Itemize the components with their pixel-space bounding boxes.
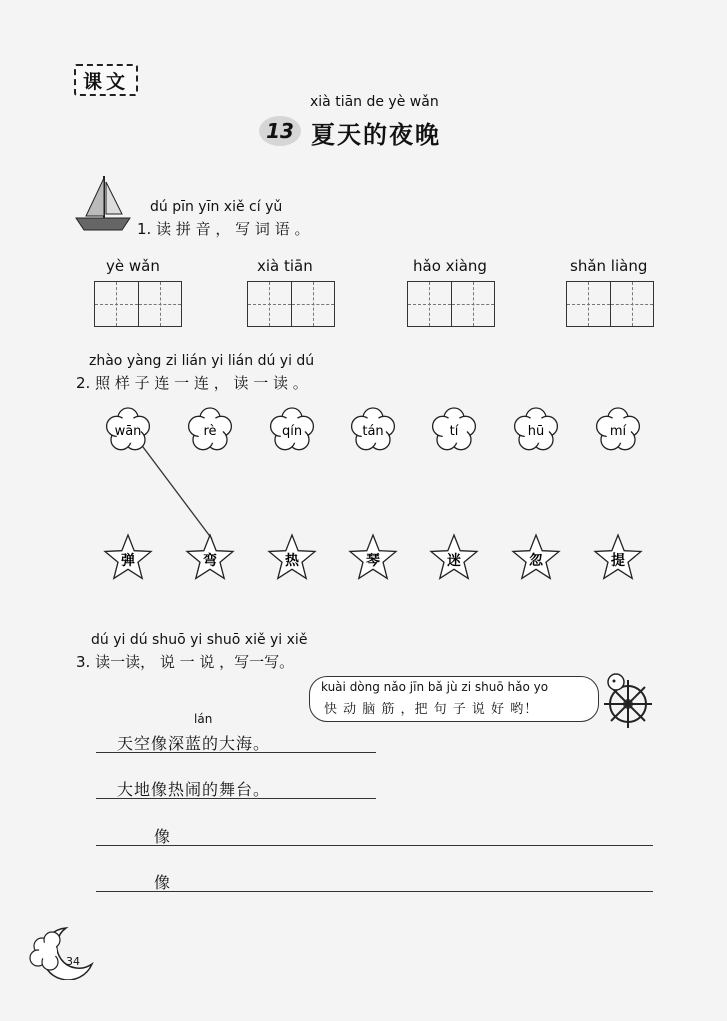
q3-prompt: 3. 读一读， 说 一 说 ，写一写。 <box>76 653 295 671</box>
answer-line-4[interactable] <box>96 891 653 892</box>
q1-prompt: 1. 读 拼 音 ， 写 词 语 。 <box>137 220 310 238</box>
ship-wheel-character-icon <box>598 668 658 728</box>
title-pinyin: xià tiān de yè wǎn <box>310 94 439 110</box>
q3-pinyin: dú yi dú shuō yi shuō xiě yi xiě <box>91 632 308 648</box>
example-sentence-2: 大地像热闹的舞台。 <box>117 780 271 799</box>
answer-line-3[interactable] <box>96 845 653 846</box>
flower-3[interactable] <box>271 408 314 450</box>
lesson-number: 13 <box>259 116 301 146</box>
sailboat-icon <box>74 172 132 234</box>
q2-prompt: 2. 照 样 子 连 一 连 ， 读 一 读 。 <box>76 374 308 392</box>
writing-grid-4[interactable] <box>566 281 654 327</box>
flower-6[interactable] <box>515 408 558 450</box>
bubble-pinyin: kuài dòng nǎo jīn bǎ jù zi shuō hǎo yo <box>321 680 549 694</box>
answer-line-1 <box>96 752 376 753</box>
flower-2[interactable] <box>189 408 232 450</box>
example-sentence-1: 天空像深蓝的大海。 <box>117 734 271 753</box>
flower-label: qín <box>281 424 303 439</box>
writing-grid-2[interactable] <box>247 281 335 327</box>
star-label: 琴 <box>366 553 380 569</box>
blank-sentence-1-char: 像 <box>154 827 172 846</box>
flower-label: tí <box>449 424 459 439</box>
star-5[interactable] <box>431 535 477 578</box>
blank-sentence-2-char: 像 <box>154 873 172 892</box>
flower-label: hū <box>527 424 545 439</box>
answer-line-2 <box>96 798 376 799</box>
flower-5[interactable] <box>433 408 476 450</box>
star-label: 弯 <box>203 553 217 569</box>
q1-pinyin: dú pīn yīn xiě cí yǔ <box>150 199 283 215</box>
star-1[interactable] <box>105 535 151 578</box>
star-7[interactable] <box>595 535 641 578</box>
star-label: 提 <box>611 553 625 569</box>
flower-4[interactable] <box>352 408 395 450</box>
star-3[interactable] <box>269 535 315 578</box>
star-label: 忽 <box>529 553 543 569</box>
star-6[interactable] <box>513 535 559 578</box>
star-label: 迷 <box>447 553 461 569</box>
star-2[interactable] <box>187 535 233 578</box>
word-pinyin-1: yè wǎn <box>106 257 160 275</box>
lesson-type-badge: 课文 <box>74 64 138 96</box>
word-pinyin-4: shǎn liàng <box>570 257 648 275</box>
page-number: 34 <box>66 955 80 968</box>
lan-annotation: lán <box>194 712 213 726</box>
word-pinyin-3: hǎo xiàng <box>413 257 487 275</box>
q2-pinyin: zhào yàng zi lián yi lián dú yi dú <box>89 353 315 369</box>
moon-cloud-icon <box>26 924 98 980</box>
bubble-text: 快 动 脑 筋 ，把 句 子 说 好 哟！ <box>324 702 539 717</box>
matching-exercise <box>0 395 727 595</box>
flower-1[interactable] <box>107 408 150 450</box>
star-label: 热 <box>285 553 299 569</box>
writing-grid-1[interactable] <box>94 281 182 327</box>
flower-label: tán <box>362 424 384 439</box>
word-pinyin-2: xià tiān <box>257 257 313 275</box>
flower-label: mí <box>609 424 627 439</box>
example-connector <box>140 443 212 539</box>
flower-7[interactable] <box>597 408 640 450</box>
star-4[interactable] <box>350 535 396 578</box>
writing-grid-3[interactable] <box>407 281 495 327</box>
star-label: 弹 <box>121 553 135 569</box>
flower-label: wān <box>114 424 142 439</box>
flower-label: rè <box>203 424 217 439</box>
lesson-title: 夏天的夜晚 <box>311 121 441 149</box>
